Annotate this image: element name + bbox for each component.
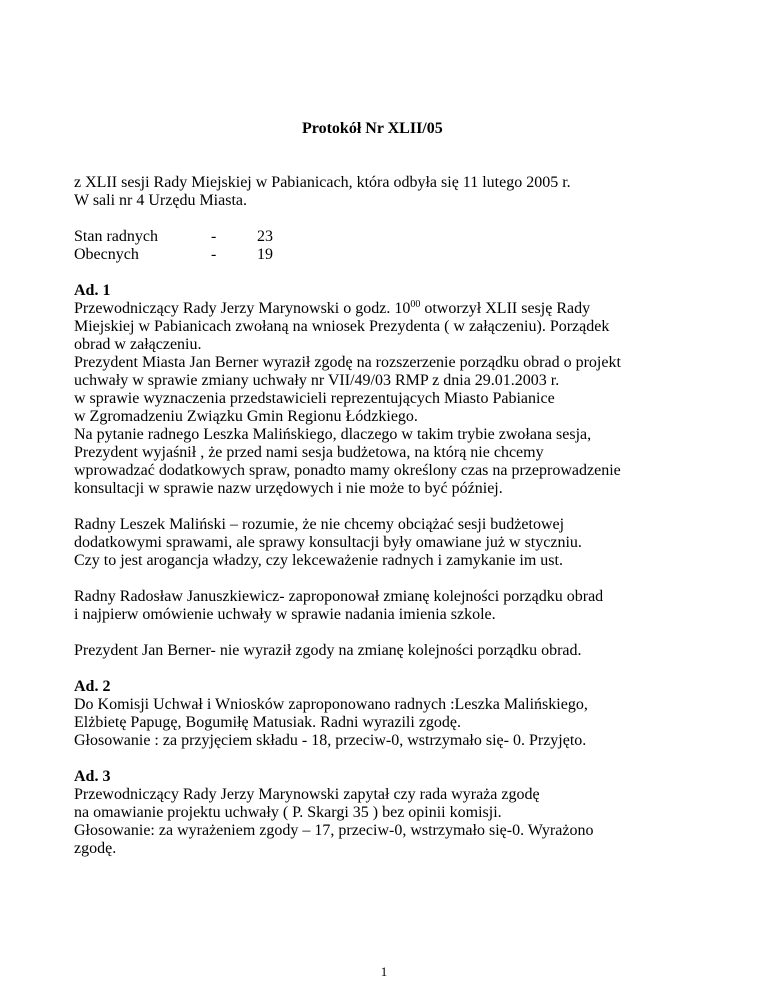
paragraph-line: dodatkowymi sprawami, ale sprawy konsultacji były omawiane już w styczniu. (74, 534, 582, 551)
paragraph-line: Do Komisji Uchwał i Wniosków zaproponowano radnych :Leszka Malińskiego, (74, 696, 588, 713)
paragraph-line: konsultacji w sprawie nazw urzędowych i nie może to być później. (74, 480, 503, 497)
paragraph-line: Przewodniczący Rady Jerzy Marynowski zapytał czy rada wyraża zgodę (74, 786, 540, 803)
stat-value: 19 (257, 246, 273, 263)
paragraph-line: Na pytanie radnego Leszka Malińskiego, dlaczego w takim trybie zwołana sesja, (74, 426, 592, 443)
paragraph-line: Elżbietę Papugę, Bogumiłę Matusiak. Radni wyrazili zgodę. (74, 714, 462, 731)
time-superscript: 00 (410, 299, 421, 310)
paragraph-line (74, 300, 590, 318)
section-heading: Ad. 3 (74, 768, 111, 785)
paragraph-line: Czy to jest arogancja władzy, czy lekceważenie radnych i zamykanie im ust. (74, 552, 563, 569)
page-number: 1 (380, 964, 388, 979)
paragraph-line: Radny Leszek Maliński – rozumie, że nie chcemy obciążać sesji budżetowej (74, 516, 565, 533)
paragraph-line: w sprawie wyznaczenia przedstawicieli reprezentujących Miasto Pabianice (74, 390, 555, 407)
paragraph-line: i najpierw omówienie uchwały w sprawie nadania imienia szkole. (74, 606, 496, 623)
paragraph-line: zgodę. (74, 840, 117, 857)
paragraph-line: Radny Radosław Januszkiewicz- zaproponował zmianę kolejności porządku obrad (74, 588, 604, 605)
stat-dash: - (211, 228, 217, 245)
paragraph-line: wprowadzać dodatkowych spraw, ponadto mamy określony czas na przeprowadzenie (74, 462, 621, 479)
paragraph-line: Prezydent wyjaśnił , że przed nami sesja budżetowa, na którą nie chcemy (74, 444, 544, 461)
document-title: Protokół Nr XLII/05 (302, 120, 443, 137)
intro-line: z XLII sesji Rady Miejskiej w Pabianicach, która odbyła się 11 lutego 2005 r. (74, 174, 571, 191)
paragraph-line: obrad w załączeniu. (74, 336, 202, 353)
paragraph-line: Głosowanie: za wyrażeniem zgody – 17, przeciw-0, wstrzymało się-0. Wyrażono (74, 822, 594, 839)
paragraph-line: Głosowanie : za przyjęciem składu - 18, przeciw-0, wstrzymało się- 0. Przyjęto. (74, 732, 587, 749)
stat-row (74, 228, 158, 246)
paragraph-line: Prezydent Jan Berner- nie wyraził zgody na zmianę kolejności porządku obrad. (74, 642, 582, 659)
stat-label: Obecnych (74, 246, 139, 263)
section-heading: Ad. 1 (74, 282, 111, 299)
paragraph-line: uchwały w sprawie zmiany uchwały nr VII/49/03 RMP z dnia 29.01.2003 r. (74, 372, 560, 389)
text-segment: otworzył XLII sesję Rady (420, 300, 591, 317)
intro-line: W sali nr 4 Urzędu Miasta. (74, 192, 247, 209)
paragraph-line: na omawianie projektu uchwały ( P. Skargi 35 ) bez opinii komisji. (74, 804, 502, 821)
text-segment: Przewodniczący Rady Jerzy Marynowski o godz. 10 (74, 300, 411, 317)
stat-row (74, 246, 139, 264)
stat-label: Stan radnych (74, 228, 158, 245)
stat-dash: - (211, 246, 217, 263)
paragraph-line: Miejskiej w Pabianicach zwołaną na wniosek Prezydenta ( w załączeniu). Porządek (74, 318, 610, 335)
section-heading: Ad. 2 (74, 678, 111, 695)
paragraph-line: w Zgromadzeniu Związku Gmin Regionu Łódzkiego. (74, 408, 418, 425)
stat-value: 23 (257, 228, 273, 245)
paragraph-line: Prezydent Miasta Jan Berner wyraził zgodę na rozszerzenie porządku obrad o projekt (74, 354, 621, 371)
